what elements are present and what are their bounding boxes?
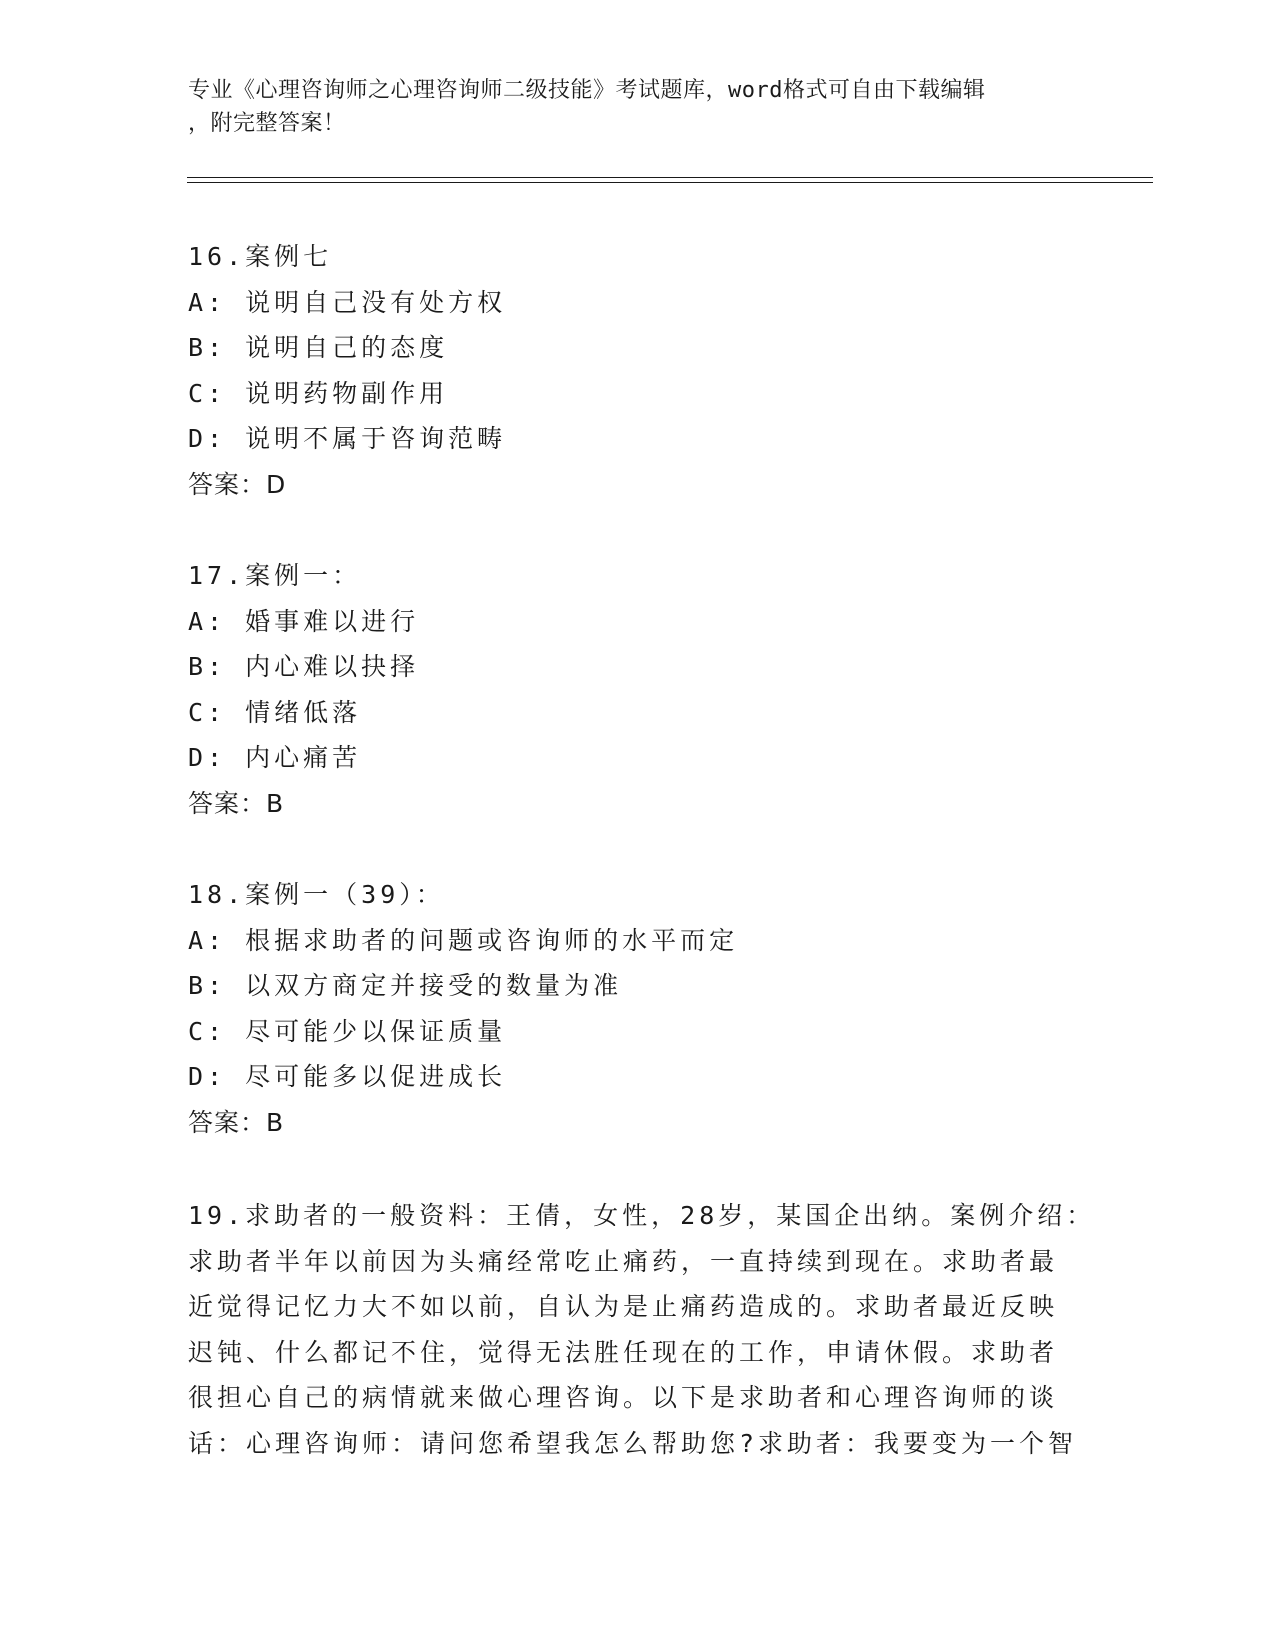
answer-line: 答案：D xyxy=(188,469,287,499)
option-c: C: 情绪低落 xyxy=(188,697,362,727)
header-line-2: ，附完整答案！ xyxy=(188,111,346,136)
option-a: A: 婚事难以进行 xyxy=(188,606,420,636)
question-16 xyxy=(188,234,1088,507)
header-divider-top xyxy=(187,177,1153,178)
paragraph-line: 求助者半年以前因为头痛经常吃止痛药，一直持续到现在。求助者最 xyxy=(188,1246,1059,1276)
paragraph-line: 近觉得记忆力大不如以前，自认为是止痛药造成的。求助者最近反映 xyxy=(188,1292,1059,1321)
option-b: B: 说明自己的态度 xyxy=(188,333,449,362)
header-divider-bottom xyxy=(187,182,1153,183)
question-title: 18.案例一（39）： xyxy=(188,880,445,909)
question-17 xyxy=(188,553,1088,826)
option-a: A: 根据求助者的问题或咨询师的水平而定 xyxy=(188,925,739,955)
paragraph-line: 很担心自己的病情就来做心理咨询。以下是求助者和心理咨询师的谈 xyxy=(188,1383,1059,1412)
paragraph-line: 19.求助者的一般资料：王倩，女性，28岁，某国企出纳。案例介绍： xyxy=(188,1201,1096,1230)
document-header xyxy=(188,74,1068,140)
header-line-1: 专业《心理咨询师之心理咨询师二级技能》考试题库，word格式可自由下载编辑 xyxy=(188,78,986,103)
question-title: 17.案例一： xyxy=(188,561,362,590)
option-d: D: 尽可能多以促进成长 xyxy=(188,1062,507,1091)
paragraph-line: 迟钝、什么都记不住，觉得无法胜任现在的工作，申请休假。求助者 xyxy=(188,1337,1059,1367)
option-b: B: 以双方商定并接受的数量为准 xyxy=(188,971,623,1000)
question-19 xyxy=(188,1193,1096,1466)
option-d: D: 内心痛苦 xyxy=(188,743,362,772)
question-18 xyxy=(188,872,1088,1145)
question-title: 16.案例七 xyxy=(188,242,333,271)
option-c: C: 说明药物副作用 xyxy=(188,378,449,408)
answer-line: 答案：B xyxy=(188,788,285,818)
option-a: A: 说明自己没有处方权 xyxy=(188,287,507,317)
option-b: B: 内心难以抉择 xyxy=(188,652,420,681)
answer-line: 答案：B xyxy=(188,1107,285,1137)
paragraph-line: 话：心理咨询师：请问您希望我怎么帮助您?求助者：我要变为一个智 xyxy=(188,1428,1078,1458)
option-d: D: 说明不属于咨询范畴 xyxy=(188,424,507,453)
option-c: C: 尽可能少以保证质量 xyxy=(188,1016,507,1046)
